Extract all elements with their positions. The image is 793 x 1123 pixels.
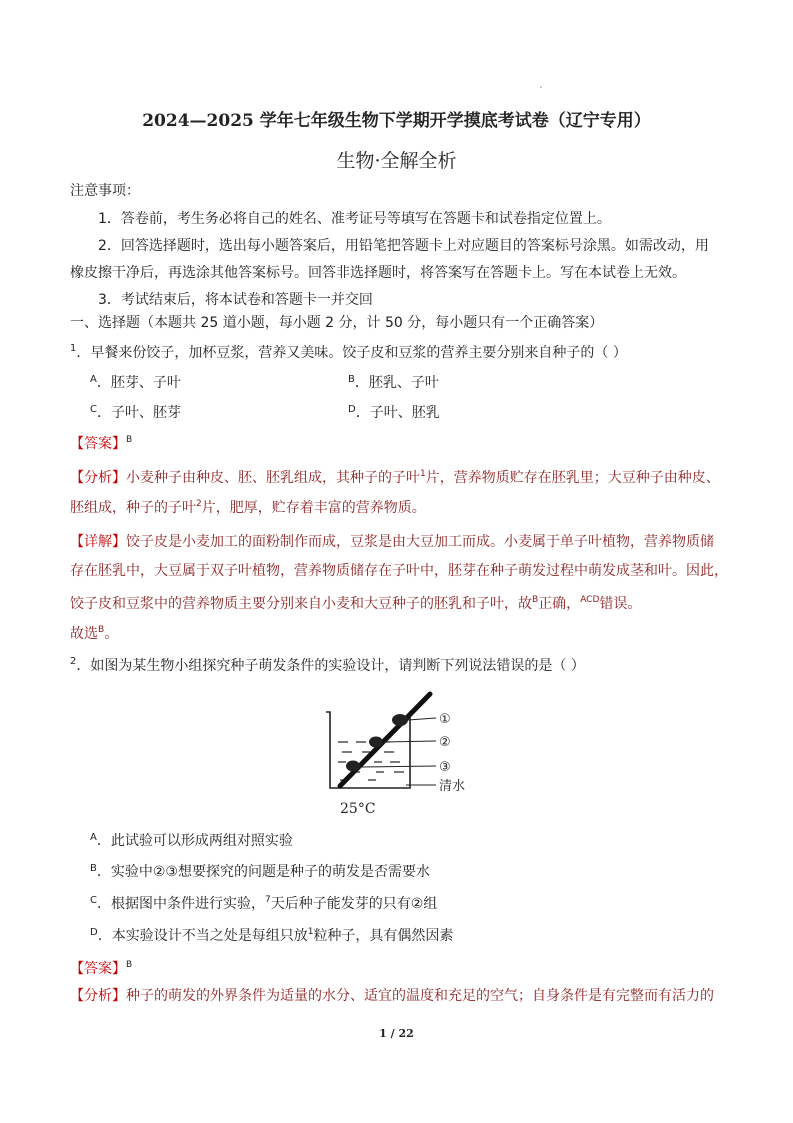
q2-analysis: 【分析】种子的萌发的外界条件为适量的水分、适宜的温度和充足的空气；自身条件是有完整而有活力的	[70, 988, 714, 1004]
label-temp: 25°C	[340, 801, 376, 817]
q2-option-b: $^B$．实验中②③想要探究的问题是种子的萌发是否需要水	[90, 863, 430, 880]
q1-stem	[70, 339, 627, 363]
leader-3	[360, 766, 436, 767]
notice-heading: 注意事项：	[70, 183, 140, 199]
experiment-figure	[318, 690, 488, 820]
q1-detail-line1: 【详解】饺子皮是小麦加工的面粉制作而成，豆浆是由大豆加工而成。小麦属于单子叶植物，营养物质储	[70, 534, 714, 550]
q1-option-a: $^A$．胚芽、子叶	[90, 374, 181, 391]
q1-conclusion: 故选$^B$。	[70, 625, 119, 642]
q1-number: 1	[70, 343, 77, 354]
page-subtitle: 生物·全解全析	[336, 150, 457, 172]
q2-option-c: $^C$．根据图中条件进行实验，$^7$天后种子能发芽的只有②组	[90, 895, 438, 912]
q2-option-d: $^D$．本实验设计不当之处是每组只放$^1$粒种子，具有偶然因素	[90, 927, 454, 944]
scan-dot	[540, 86, 542, 88]
leader-2	[384, 741, 436, 742]
q2-number: 2	[70, 656, 77, 667]
section-heading: 一、选择题（本题共 25 道小题，每小题 2 分，计 50 分，每小题只有一个正确答案）	[70, 315, 604, 331]
page-number: 1 / 22	[379, 1027, 414, 1040]
label-3: ③	[439, 760, 451, 775]
q2-stem	[70, 652, 585, 676]
notice-item-2b: 橡皮擦干净后，再选涂其他答案标号。回答非选择题时，将答案写在答题卡上。写在本试卷上无效。	[70, 265, 686, 281]
q1-option-c: $^C$．子叶、胚芽	[90, 404, 181, 421]
notice-item-1: 1．答卷前，考生务必将自己的姓名、准考证号等填写在答题卡和试卷指定位置上。	[98, 211, 611, 227]
q1-option-d: $^D$．子叶、胚乳	[348, 404, 440, 421]
water-lines	[338, 742, 404, 780]
leader-1	[408, 718, 436, 720]
q1-answer: 【答案】$^B$	[70, 435, 133, 452]
notice-item-2a: 2．回答选择题时，选出每小题答案后，用铅笔把答题卡上对应题目的答案标号涂黑。如需改动，用	[98, 238, 709, 254]
q1-stem-text: ．早餐来份饺子，加杯豆浆，营养又美味。饺子皮和豆浆的营养主要分别来自种子的（ ）	[76, 345, 627, 361]
seed-2	[369, 737, 383, 748]
notice-item-3: 3．考试结束后，将本试卷和答题卡一并交回	[98, 292, 373, 308]
q1-analysis-line1: 【分析】小麦种子由种皮、胚、胚乳组成，其种子的子叶$^1$片，营养物质贮存在胚乳里；大豆种子由种皮、	[70, 469, 720, 486]
q1-analysis-line2: 胚组成，种子的子叶$^2$片，肥厚，贮存着丰富的营养物质。	[70, 499, 426, 516]
glass-rod	[340, 694, 430, 786]
seed-1	[392, 714, 408, 726]
q2-option-a: $^A$．此试验可以形成两组对照实验	[90, 832, 293, 849]
q1-option-b: $^B$．胚乳、子叶	[348, 374, 439, 391]
q2-stem-text: ．如图为某生物小组探究种子萌发条件的实验设计，请判断下列说法错误的是（ ）	[76, 658, 585, 674]
q2-answer: 【答案】$^B$	[70, 960, 133, 977]
q1-detail-line2: 存在胚乳中，大豆属于双子叶植物，营养物质储存在子叶中，胚芽在种子萌发过程中萌发成茎和叶。因此，	[70, 563, 728, 579]
q1-detail-line3: 饺子皮和豆浆中的营养物质主要分别来自小麦和大豆种子的胚乳和子叶，故$^B$正确，$^{ACD}$错误。	[70, 595, 642, 612]
page-title: 2024—2025 学年七年级生物下学期开学摸底考试卷（辽宁专用）	[142, 111, 651, 131]
label-2: ②	[439, 735, 451, 750]
label-1: ①	[439, 712, 451, 727]
seed-3	[346, 761, 360, 772]
label-water: 清水	[439, 779, 466, 794]
